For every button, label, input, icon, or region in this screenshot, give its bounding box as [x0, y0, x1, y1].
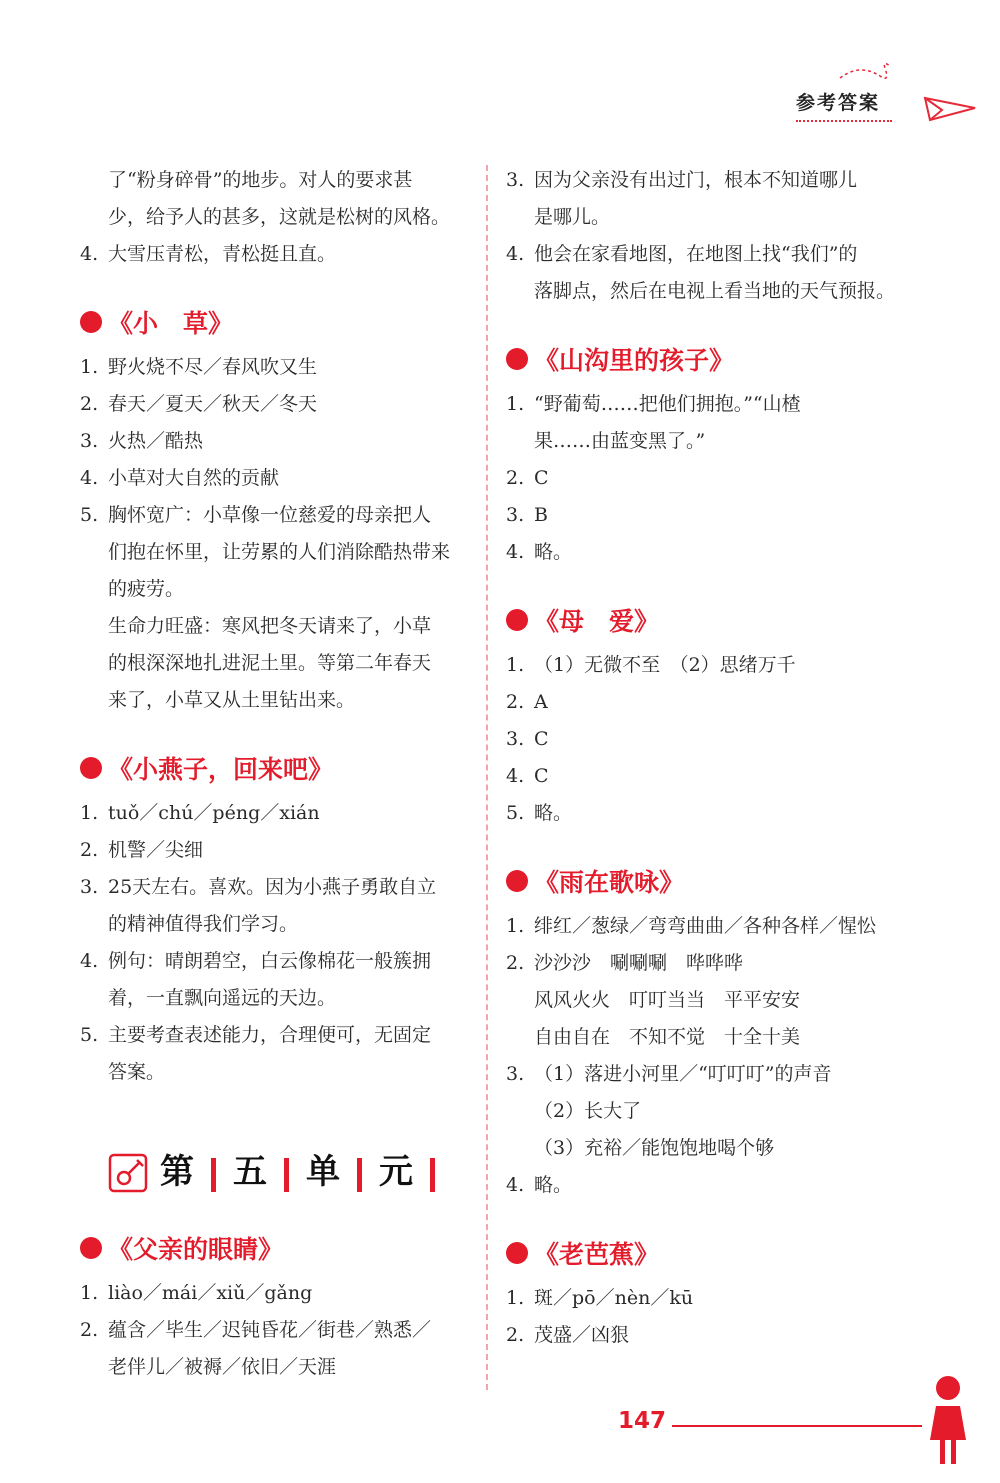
answer-line: 4. 略。 — [506, 1174, 573, 1196]
answer-line: 3. 25天左右。喜欢。因为小燕子勇敢自立 — [80, 876, 437, 898]
answer-line: 4. 略。 — [506, 541, 573, 563]
left-column — [80, 162, 480, 1386]
answer-line: 4. 他会在家看地图，在地图上找“我们”的 — [506, 243, 858, 265]
answer-line: 2. 沙沙沙 唰唰唰 哗哗哗 — [506, 952, 744, 974]
footer-line — [672, 1425, 922, 1427]
answer-line: 来了，小草又从土里钻出来。 — [108, 689, 356, 711]
answer-line: 2. 茂盛／凶狠 — [506, 1324, 630, 1346]
guitar-tag-icon — [108, 1153, 148, 1193]
page-number: 147 — [618, 1408, 667, 1434]
answer-line: 落脚点，然后在电视上看当地的天气预报。 — [534, 280, 896, 302]
answer-line: 风风火火 叮叮当当 平平安安 — [534, 989, 801, 1011]
answer-line: 1. 绯红／葱绿／弯弯曲曲／各种各样／惺忪 — [506, 915, 877, 937]
section-title: 《小 草》 — [80, 299, 480, 349]
answer-line: 3. 因为父亲没有出过门，根本不知道哪儿 — [506, 169, 858, 191]
answer-line: （2）长大了 — [534, 1100, 642, 1122]
answer-line: 是哪儿。 — [534, 206, 611, 228]
bullet-dot-icon — [506, 1242, 528, 1264]
answer-line: 4. 小草对大自然的贡献 — [80, 467, 280, 489]
section-title: 《山沟里的孩子》 — [506, 336, 906, 386]
bullet-dot-icon — [506, 870, 528, 892]
answer-line: 的疲劳。 — [108, 578, 185, 600]
answer-line: 的精神值得我们学习。 — [108, 913, 299, 935]
unit-char: 单 — [306, 1152, 340, 1192]
header-label: 参考答案 — [796, 92, 881, 114]
answer-line: 的根深深地扎进泥土里。等第二年春天 — [108, 652, 432, 674]
answer-line: 生命力旺盛：寒风把冬天请来了，小草 — [108, 615, 432, 637]
right-column — [506, 162, 906, 1354]
answer-line: 答案。 — [108, 1061, 166, 1083]
answer-line: 老伴儿／被褥／依旧／天涯 — [108, 1356, 337, 1378]
answer-line: 5. 略。 — [506, 802, 573, 824]
bullet-dot-icon — [80, 757, 102, 779]
answer-line: 3. B — [506, 504, 548, 526]
text-line: 了“粉身碎骨”的地步。对人的要求甚 — [108, 169, 413, 191]
answer-line: 2. 春天／夏天／秋天／冬天 — [80, 393, 318, 415]
bullet-dot-icon — [80, 1237, 102, 1259]
answer-line: 1. tuǒ／chú／péng／xián — [80, 802, 320, 824]
answer-line: 4. 大雪压青松，青松挺且直。 — [80, 243, 337, 265]
unit-heading — [80, 1147, 480, 1207]
answer-line: 1. liào／mái／xiǔ／gǎng — [80, 1282, 313, 1304]
answer-line: 2. A — [506, 691, 548, 713]
answer-line: 1. 野火烧不尽／春风吹又生 — [80, 356, 318, 378]
answer-line: 1. （1）无微不至 （2）思绪万千 — [506, 654, 796, 676]
answer-line: 2. C — [506, 467, 549, 489]
answer-line: （3）充裕／能饱饱地喝个够 — [534, 1137, 775, 1159]
answer-line: 1. “野葡萄……把他们拥抱。”“山楂 — [506, 393, 801, 415]
answer-line: 4. C — [506, 765, 549, 787]
answer-line: 5. 胸怀宽广：小草像一位慈爱的母亲把人 — [80, 504, 432, 526]
girl-figure-icon — [918, 1370, 978, 1470]
answer-line: 3. 火热／酷热 — [80, 430, 204, 452]
answer-line: 3. C — [506, 728, 549, 750]
header-underline — [796, 120, 892, 122]
unit-char: 第 — [160, 1152, 194, 1192]
section-title: 《雨在歌咏》 — [506, 858, 906, 908]
bullet-dot-icon — [506, 348, 528, 370]
answer-line: 1. 斑／pō／nèn／kū — [506, 1287, 694, 1309]
unit-char: 五 — [233, 1152, 267, 1192]
section-title: 《小燕子，回来吧》 — [80, 745, 480, 795]
answer-line: 2. 蕴含／毕生／迟钝昏花／街巷／熟悉／ — [80, 1319, 432, 1341]
column-divider — [486, 165, 488, 1390]
unit-char: 元 — [379, 1152, 413, 1192]
bullet-dot-icon — [80, 311, 102, 333]
bullet-dot-icon — [506, 609, 528, 631]
section-title: 《老芭蕉》 — [506, 1230, 906, 1280]
answer-line: 着，一直飘向遥远的天边。 — [108, 987, 337, 1009]
section-title: 《母 爱》 — [506, 597, 906, 647]
answer-line: 果……由蓝变黑了。” — [534, 430, 706, 452]
answer-line: 们抱在怀里，让劳累的人们消除酷热带来 — [108, 541, 451, 563]
answer-line: 3. （1）落进小河里／“叮叮叮”的声音 — [506, 1063, 832, 1085]
answer-line: 2. 机警／尖细 — [80, 839, 204, 861]
section-title: 《父亲的眼睛》 — [80, 1225, 480, 1275]
text-line: 少，给予人的甚多，这就是松树的风格。 — [108, 206, 451, 228]
answer-line: 5. 主要考查表述能力，合理便可，无固定 — [80, 1024, 432, 1046]
answer-line: 自由自在 不知不觉 十全十美 — [534, 1026, 801, 1048]
answer-line: 4. 例句：晴朗碧空，白云像棉花一般簇拥 — [80, 950, 432, 972]
